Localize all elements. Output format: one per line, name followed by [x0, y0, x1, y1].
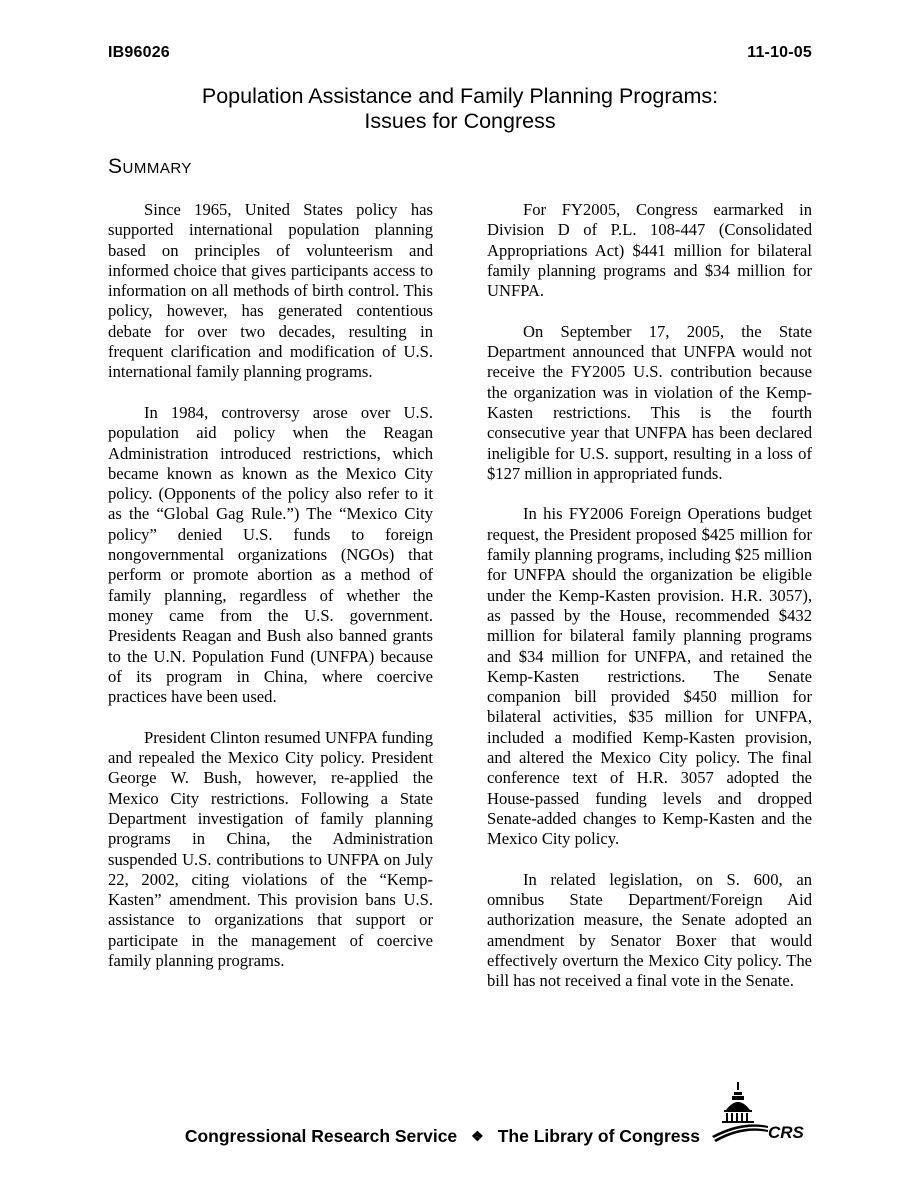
paragraph: In 1984, controversy arose over U.S. population aid policy when the Reagan Administration introduced restrictions, which became known as known as the Mexico City policy. (Opponents of the policy also refer to it as the “Global Gag Rule.”) The “Mexico City policy” denied U.S. funds to foreign nongovernmental organizations (NGOs) that perform or promote abortion as a method of family planning, regardless of whether the money came from the U.S. government. Presidents Reagan and Bush also banned grants to the U.N. Population Fund (UNFPA) because of its program in China, where coercive practices have been used. — [108, 402, 433, 707]
paragraph: Since 1965, United States policy has supported international population planning based on principles of volunteerism and informed choice that gives participants access to information on all methods of birth control. This policy, however, has generated contentious debate for over two decades, resulting in frequent clarification and modification of U.S. international family planning programs. — [108, 200, 433, 382]
paragraph: In his FY2006 Foreign Operations budget request, the President proposed $425 million for family planning programs, including $25 million for UNFPA should the organization be eligible under the Kemp-Kasten provision. H.R. 3057), as passed by the House, recommended $432 million for bilateral family planning programs and $34 million for UNFPA, and retained the Kemp-Kasten restrictions. The Senate companion bill provided $450 million for bilateral activities, $35 million for UNFPA, included a modified Kemp-Kasten provision, and altered the Mexico City policy. The final conference text of H.R. 3057 adopted the House-passed funding levels and dropped Senate-added changes to Kemp-Kasten and the Mexico City policy. — [487, 504, 812, 849]
title-line-1: Population Assistance and Family Planning Programs: — [201, 84, 719, 108]
footer-org: Congressional Research Service — [184, 1126, 458, 1146]
footer-library: The Library of Congress — [497, 1126, 700, 1146]
paragraph: President Clinton resumed UNFPA funding and repealed the Mexico City policy. President George W. Bush, however, re-applied the Mexico City restrictions. Following a State Department investigation of family planning programs in China, the Administration suspended U.S. contributions to UNFPA on July 22, 2002, citing violations of the “Kemp-Kasten” amendment. This provision bans U.S. assistance to organizations that support or participate in the management of coercive family planning programs. — [108, 727, 433, 970]
page-footer — [0, 1126, 700, 1147]
paragraph: For FY2005, Congress earmarked in Division D of P.L. 108-447 (Consolidated Appropriations Act) $441 million for bilateral family planning programs and $34 million for UNFPA. — [487, 200, 812, 301]
capitol-dome-icon — [712, 1080, 812, 1150]
separator-icon: ❖ — [471, 1128, 484, 1144]
right-column — [487, 200, 812, 1012]
left-column — [108, 200, 433, 992]
report-id: IB96026 — [108, 44, 170, 61]
paragraph: In related legislation, on S. 600, an omnibus State Department/Foreign Aid authorization measure, the Senate adopted an amendment by Senator Boxer that would effectively overturn the Mexico City policy. The bill has not received a final vote in the Senate. — [487, 869, 812, 991]
logo-text: CRS — [768, 1123, 804, 1142]
title-line-2: Issues for Congress — [364, 109, 556, 133]
paragraph: On September 17, 2005, the State Department announced that UNFPA would not receive the FY2005 U.S. contribution because the organization was in violation of the Kemp-Kasten restrictions. This is the fourth consecutive year that UNFPA has been declared ineligible for U.S. support, resulting in a loss of $127 million in appropriated funds. — [487, 321, 812, 483]
section-heading: Summary — [108, 155, 192, 178]
report-date: 11-10-05 — [747, 44, 812, 61]
page-title — [0, 84, 920, 134]
